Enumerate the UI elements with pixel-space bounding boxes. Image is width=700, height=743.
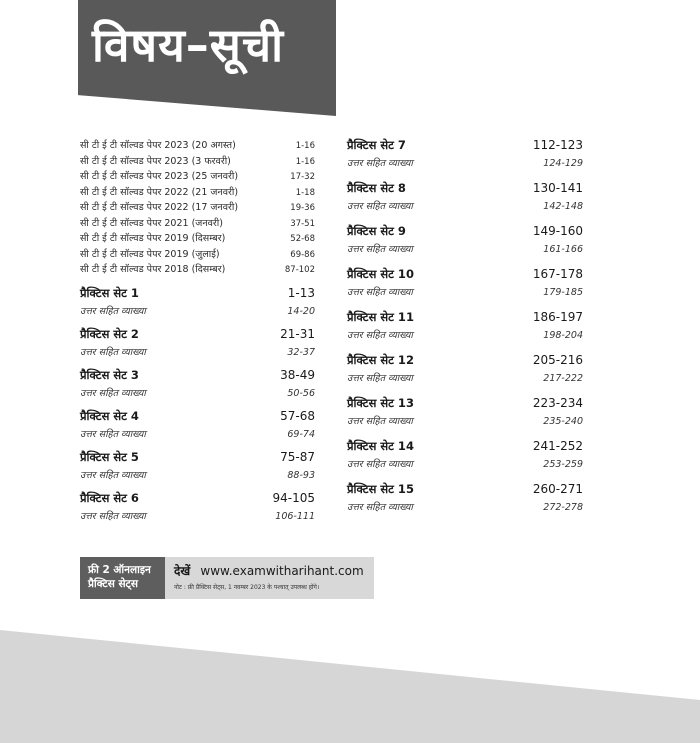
solved-paper-title: सी टी ई टी सॉल्वड पेपर 2022 (21 जनवरी) xyxy=(80,186,239,198)
solution-pages: 217-222 xyxy=(543,373,583,384)
practice-set-row[interactable] xyxy=(347,138,583,156)
solved-paper-title: सी टी ई टी सॉल्वड पेपर 2023 (25 जनवरी) xyxy=(80,171,239,182)
free-online-sets-box xyxy=(80,557,374,599)
solution-row[interactable] xyxy=(80,386,315,402)
solution-row[interactable] xyxy=(80,304,315,320)
practice-set-row[interactable] xyxy=(347,396,583,414)
solved-paper-row[interactable] xyxy=(80,169,315,185)
solved-papers-list xyxy=(80,138,315,278)
solved-paper-row[interactable] xyxy=(80,185,315,201)
solution-label: उत्तर सहित व्याख्या xyxy=(347,201,413,212)
see-website-line xyxy=(174,562,374,579)
practice-set-pages: 112-123 xyxy=(532,138,583,152)
solution-pages: 161-166 xyxy=(543,244,583,255)
practice-set-pages: 205-216 xyxy=(532,353,583,367)
solution-pages: 50-56 xyxy=(287,387,315,399)
solution-row[interactable] xyxy=(347,242,583,258)
practice-set-pages: 167-178 xyxy=(532,267,583,281)
solved-paper-title: सी टी ई टी सॉल्वड पेपर 2023 (20 अगस्त) xyxy=(80,140,236,151)
practice-set-pages: 241-252 xyxy=(532,439,583,453)
practice-set-pages: 149-160 xyxy=(532,224,583,238)
practice-set-row[interactable] xyxy=(347,353,583,371)
practice-set-row[interactable] xyxy=(347,310,583,328)
solution-label: उत्तर सहित व्याख्या xyxy=(347,502,413,513)
solved-paper-title: सी टी ई टी सॉल्वड पेपर 2019 (दिसम्बर) xyxy=(80,233,226,244)
practice-set-pages: 38-49 xyxy=(280,367,315,382)
solved-paper-pages: 87-102 xyxy=(284,265,315,275)
solution-label: उत्तर सहित व्याख्या xyxy=(347,158,413,169)
solved-paper-pages: 52-68 xyxy=(290,234,315,244)
practice-set-title: प्रैक्टिस सेट 10 xyxy=(347,267,414,281)
solution-pages: 272-278 xyxy=(543,502,583,513)
free-online-label xyxy=(80,557,165,599)
practice-set-row[interactable] xyxy=(347,482,583,500)
practice-set-row[interactable] xyxy=(80,286,315,304)
availability-note: नोट : फ्री प्रैक्टिस सेट्स, 1 नवम्बर 2023 के पश्चात् उपलब्ध होंगे। xyxy=(174,584,320,591)
practice-set-entry xyxy=(347,267,583,310)
solved-paper-pages: 1-16 xyxy=(295,141,315,151)
practice-set-row[interactable] xyxy=(347,267,583,285)
solution-label: उत्तर सहित व्याख्या xyxy=(80,428,146,440)
solution-pages: 253-259 xyxy=(543,459,583,470)
solved-paper-row[interactable] xyxy=(80,262,315,278)
solved-paper-title: सी टी ई टी सॉल्वड पेपर 2021 (जनवरी) xyxy=(80,217,223,229)
contents-left-column xyxy=(80,138,315,532)
solution-pages: 69-74 xyxy=(287,428,315,440)
practice-set-entry xyxy=(80,450,315,491)
solution-row[interactable] xyxy=(347,457,583,473)
solved-paper-pages: 19-36 xyxy=(290,203,315,213)
practice-set-title: प्रैक्टिस सेट 5 xyxy=(80,449,139,464)
practice-set-pages: 260-271 xyxy=(532,482,583,496)
practice-set-pages: 75-87 xyxy=(280,449,315,464)
solution-label: उत्तर सहित व्याख्या xyxy=(80,387,146,399)
practice-set-title: प्रैक्टिस सेट 7 xyxy=(347,138,406,152)
solution-label: उत्तर सहित व्याख्या xyxy=(80,510,146,522)
solution-row[interactable] xyxy=(80,509,315,525)
practice-set-entry xyxy=(347,439,583,482)
solution-pages: 179-185 xyxy=(543,287,583,298)
practice-set-entry xyxy=(80,286,315,327)
solution-pages: 198-204 xyxy=(543,330,583,341)
practice-set-title: प्रैक्टिस सेट 11 xyxy=(347,310,414,324)
solution-pages: 88-93 xyxy=(287,469,315,481)
solution-label: उत्तर सहित व्याख्या xyxy=(347,287,413,298)
solution-pages: 235-240 xyxy=(543,416,583,427)
free-online-label-line1: फ्री 2 ऑनलाइन xyxy=(88,564,151,576)
practice-set-title: प्रैक्टिस सेट 12 xyxy=(347,353,414,367)
practice-set-entry xyxy=(347,310,583,353)
practice-set-title: प्रैक्टिस सेट 6 xyxy=(80,490,139,505)
website-link[interactable]: www.examwitharihant.com xyxy=(200,564,364,578)
solution-row[interactable] xyxy=(347,371,583,387)
practice-set-entry xyxy=(347,396,583,439)
solution-pages: 14-20 xyxy=(287,305,315,317)
solved-paper-title: सी टी ई टी सॉल्वड पेपर 2019 (जुलाई) xyxy=(80,248,220,260)
practice-set-entry xyxy=(347,224,583,267)
solution-label: उत्तर सहित व्याख्या xyxy=(80,305,146,317)
see-label: देखें xyxy=(174,564,191,578)
practice-sets-right xyxy=(347,138,583,525)
practice-set-pages: 130-141 xyxy=(532,181,583,195)
solution-row[interactable] xyxy=(347,285,583,301)
practice-set-row[interactable] xyxy=(80,491,315,509)
solution-row[interactable] xyxy=(347,500,583,516)
solution-label: उत्तर सहित व्याख्या xyxy=(347,416,413,427)
solved-paper-row[interactable] xyxy=(80,247,315,263)
solution-pages: 32-37 xyxy=(287,346,315,358)
solution-pages: 106-111 xyxy=(275,510,315,522)
practice-set-entry xyxy=(80,327,315,368)
solved-paper-row[interactable] xyxy=(80,200,315,216)
free-online-info xyxy=(165,557,374,599)
practice-set-row[interactable] xyxy=(80,450,315,468)
solution-pages: 124-129 xyxy=(543,158,583,169)
solved-paper-row[interactable] xyxy=(80,138,315,154)
solved-paper-pages: 1-16 xyxy=(295,156,315,167)
practice-set-row[interactable] xyxy=(80,327,315,345)
practice-sets-left xyxy=(80,286,315,532)
practice-set-title: प्रैक्टिस सेट 3 xyxy=(80,367,139,382)
practice-set-pages: 186-197 xyxy=(532,310,583,324)
practice-set-pages: 1-13 xyxy=(287,285,315,300)
solution-label: उत्तर सहित व्याख्या xyxy=(347,330,413,341)
solution-label: उत्तर सहित व्याख्या xyxy=(80,469,146,481)
practice-set-entry xyxy=(347,181,583,224)
bottom-decorative-band xyxy=(0,630,700,743)
practice-set-row[interactable] xyxy=(80,368,315,386)
solution-label: उत्तर सहित व्याख्या xyxy=(347,244,413,255)
solution-row[interactable] xyxy=(80,427,315,443)
solution-row[interactable] xyxy=(347,328,583,344)
practice-set-title: प्रैक्टिस सेट 14 xyxy=(347,439,414,453)
practice-set-entry xyxy=(80,368,315,409)
solution-label: उत्तर सहित व्याख्या xyxy=(347,373,413,384)
practice-set-row[interactable] xyxy=(80,409,315,427)
practice-set-title: प्रैक्टिस सेट 13 xyxy=(347,396,414,410)
solution-label: उत्तर सहित व्याख्या xyxy=(80,346,146,358)
practice-set-title: प्रैक्टिस सेट 15 xyxy=(347,482,414,496)
practice-set-title: प्रैक्टिस सेट 9 xyxy=(347,224,406,238)
page-title: विषय–सूची xyxy=(92,18,284,72)
practice-set-pages: 94-105 xyxy=(272,490,315,505)
practice-set-pages: 223-234 xyxy=(532,396,583,410)
solution-row[interactable] xyxy=(347,156,583,172)
solution-row[interactable] xyxy=(80,345,315,361)
practice-set-entry xyxy=(80,491,315,532)
solution-row[interactable] xyxy=(80,468,315,484)
solved-paper-pages: 37-51 xyxy=(290,218,315,229)
solved-paper-row[interactable] xyxy=(80,154,315,170)
solved-paper-title: सी टी ई टी सॉल्वड पेपर 2022 (17 जनवरी) xyxy=(80,202,239,213)
solved-paper-title: सी टी ई टी सॉल्वड पेपर 2023 (3 फरवरी) xyxy=(80,155,231,167)
solved-paper-pages: 17-32 xyxy=(290,172,315,182)
solution-label: उत्तर सहित व्याख्या xyxy=(347,459,413,470)
practice-set-entry xyxy=(80,409,315,450)
practice-set-row[interactable] xyxy=(347,224,583,242)
solved-paper-pages: 1-18 xyxy=(295,187,315,198)
solved-paper-pages: 69-86 xyxy=(290,249,315,260)
practice-set-row[interactable] xyxy=(347,439,583,457)
free-online-label-line2: प्रैक्टिस सेट्स xyxy=(88,578,138,590)
solved-paper-row[interactable] xyxy=(80,216,315,232)
practice-set-title: प्रैक्टिस सेट 8 xyxy=(347,181,406,195)
solution-row[interactable] xyxy=(347,199,583,215)
solved-paper-row[interactable] xyxy=(80,231,315,247)
practice-set-title: प्रैक्टिस सेट 2 xyxy=(80,326,139,341)
contents-right-column xyxy=(347,138,583,525)
practice-set-entry xyxy=(347,353,583,396)
solution-row[interactable] xyxy=(347,414,583,430)
practice-set-entry xyxy=(347,482,583,525)
practice-set-entry xyxy=(347,138,583,181)
practice-set-row[interactable] xyxy=(347,181,583,199)
solved-paper-title: सी टी ई टी सॉल्वड पेपर 2018 (दिसम्बर) xyxy=(80,264,226,275)
solution-pages: 142-148 xyxy=(543,201,583,212)
practice-set-title: प्रैक्टिस सेट 1 xyxy=(80,285,139,300)
practice-set-pages: 57-68 xyxy=(280,408,315,423)
practice-set-title: प्रैक्टिस सेट 4 xyxy=(80,408,139,423)
practice-set-pages: 21-31 xyxy=(280,326,315,341)
